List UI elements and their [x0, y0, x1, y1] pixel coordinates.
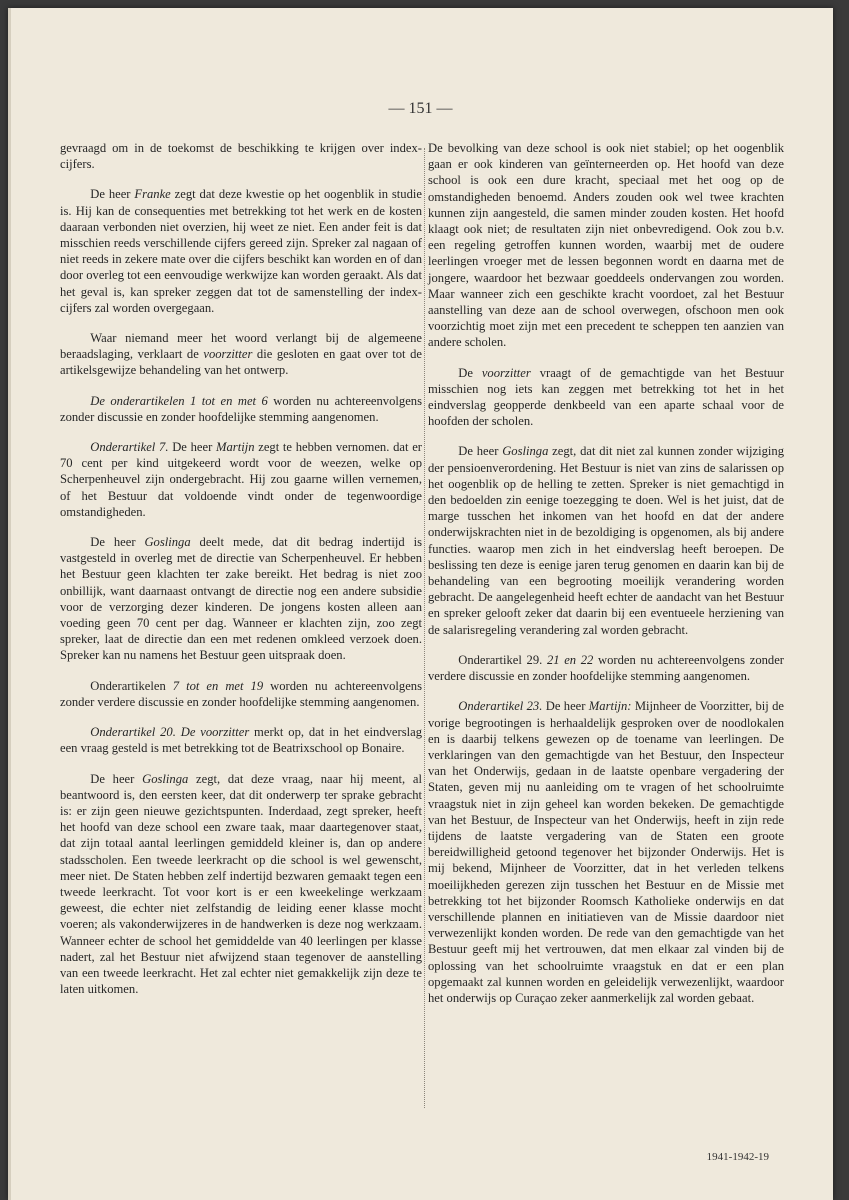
- paragraph: Onderartikel 23. De heer Martijn: Mijnheer de Voorzitter, bij de vorige begrootingen is herhaaldelijk gesproken over de noodlokalen en is daarbij telkens gewezen op de toename van leerlingen. De verklaringen van den gemachtigde van het Bestuur, den Inspecteur van het Onderwijs, gedaan in de laatste openbare vergadering der Staten, geven mij nu aanleiding om te vragen of het schoolruimte vraagstuk niet in zijn geheel kan worden bekeken. De gemachtigde van het Bestuur, de Inspecteur van het Onderwijs, heeft in zijn rede tijdens de laatste vergadering van de Staten een groote bereidwilligheid getoond tegenover het bijzonder Onderwijs. Het is mij bekend, Mijnheer de Voorzitter, dat in het verleden telkens moeilijkheden gerezen zijn tusschen het Bestuur en de Missie met betrekking tot het bijzonder Roomsch Katholieke onderwijs en dat verschillende plannen en initiatieven van de Missie daardoor niet verwezenlijkt konden worden. De rede van den gemachtigde van het Bestuur geeft mij het vertrouwen, dat men elkaar zal vinden bij de oplossing van het schoolruimte vraagstuk en dat er een plan opgemaakt zal kunnen worden en geleidelijk verwezenlijkt, waardoor het onderwijs op Curaçao zeker aanmerkelijk zal worden gebaat.: [428, 699, 784, 1005]
- speaker-name: Goslinga: [142, 771, 189, 786]
- paragraph: Onderartikelen 7 tot en met 19 worden nu achtereenvolgens zonder verdere discussie en zonder hoofdelijke stemming aangenomen.: [60, 678, 422, 709]
- column-divider: [424, 148, 425, 1108]
- paragraph: gevraagd om in de toekomst de beschikking te krijgen over index-cijfers.: [60, 141, 422, 172]
- paragraph: Onderartikel 20. De voorzitter merkt op, dat in het eindverslag een vraag gesteld is met betrekking tot de Beatrixschool op Bonaire.: [60, 725, 422, 756]
- scan-edge: [8, 8, 11, 1200]
- speaker-name: Goslinga: [502, 444, 549, 459]
- document-page: [8, 8, 833, 1200]
- paragraph: Waar niemand meer het woord verlangt bij de algemeene beraadslaging, verklaart de voorzitter die gesloten en gaat over tot de artikelsgewijze behandeling van het ontwerp.: [60, 331, 422, 378]
- paragraph: De heer Franke zegt dat deze kwestie op het oogenblik in studie is. Hij kan de consequenties met betrekking tot het werk en de kosten daaraan verbonden niet overzien, hij weet ze niet. Een ander feit is dat misschien reeds verschillende cijfers gereed zijn. Spreker zal nagaan of niet reeds in zekere mate over die cijfers beschikt kan worden en of dan door overleg tot een eenvoudige werkwijze kan worden geraakt. Als dat het geval is, kan spreker zeggen dat tot de samenstelling der index-cijfers zal worden overgegaan.: [60, 187, 422, 315]
- paragraph: Onderartikel 29. 21 en 22 worden nu achtereenvolgens zonder verdere discussie en zonder hoofdelijke stemming aangenomen.: [428, 652, 784, 684]
- footer-reference: 1941-1942-19: [706, 1151, 769, 1163]
- speaker-name: Martijn: [216, 440, 255, 455]
- paragraph: De onderartikelen 1 tot en met 6 worden nu achtereenvolgens zonder discussie en zonder hoofdelijke stemming aangenomen.: [60, 393, 422, 424]
- paragraph: De heer Goslinga zegt, dat dit niet zal kunnen zonder wijziging der pensioenverordening. Het Bestuur is niet van zins de salarissen op het oogenblik op de helling te zetten. Spreker is niet gemachtigd in den bedoelden zin eenige toezegging te doen. Wel is het juist, dat de marge tusschen het inkomen van het hoofd en dat der andere onderwijskrachten niet in de bezoldiging is opgenomen, als bij andere functies. waarop men zich in het eindverslag heeft beroepen. De beslissing ten deze is eenige jaren terug genomen en daarin kan bij de behandeling van een begrooting moeilijk verandering worden gebracht. De aangelegenheid heeft echter de aandacht van het Bestuur en spreker gelooft zeker dat daarin bij een eventueele herziening van de salarisregeling verandering zal worden gebracht.: [428, 444, 785, 637]
- left-column: [60, 140, 422, 1011]
- paragraph: De bevolking van deze school is ook niet stabiel; op het oogenblik gaan er ook kinderen van geïnterneerden op. Het hoofd van deze school is ook een dure kracht, speciaal met het oog op de omstandigheden benoemd. Anders zouden ook wel twee krachten kunnen zijn aangesteld, die samen minder zouden kosten. Het hoofd klaagt ook niet; de resultaten zijn niet onbevredigend. Ook zou b.v. een regeling getroffen kunnen worden, waarbij met de oudere leerlingen vroeger met de lessen begonnen wordt en daarna met de jongere, waardoor het bezwaar goeddeels ondervangen zou worden. Maar wanneer zich een geschikte kracht voordoet, zal het Bestuur aanstelling van deze aan de school overwegen, ofschoon men ook voorzichtig moet zijn met een precedent te scheppen ten aanzien van andere scholen.: [428, 141, 784, 350]
- speaker-name: Goslinga: [144, 535, 191, 550]
- paragraph: De heer Goslinga zegt, dat deze vraag, naar hij meent, al beantwoord is, den eersten keer, dat dit onderwerp ter sprake gebracht is: er zijn geen nieuwe gezichtspunten. Inderdaad, zegt spreker, heeft het hoofd van deze school een zware taak, maar daartegenover staat, dat zijn totaal aantal leerlingen gemiddeld kleiner is, dan op andere stadsscholen. Een tweede leerkracht op die school is wel gewenscht, meer niet. De Staten hebben zelf indertijd bezwaren gemaakt tegen een tweede leerkracht. Tot voor kort is er een kweekelinge werkzaam geweest, die echter niet zelfstandig de leiding eener klasse mocht voeren; als vakonderwijzeres in de handwerken is deze nog werkzaam. Wanneer echter de school het gemiddelde van 40 leerlingen per klasse nadert, zal het Bestuur niet afwijzend staan tegenover de aanstelling van een tweede leerkracht. Het zal echter niet gemakkelijk zijn deze te laten uitkomen.: [60, 771, 422, 997]
- speaker-name: Franke: [134, 187, 171, 202]
- speaker-name: Martijn:: [588, 699, 632, 714]
- paragraph: Onderartikel 7. De heer Martijn zegt te hebben vernomen. dat er 70 cent per kind uitgekeerd wordt voor de weezen, welke op Scherpenheuvel zijn ondergebracht. Hij zou gaarne willen vernemen, of het Bestuur dat voldoende vindt onder de tegenwoordige omstandigheden.: [60, 440, 422, 519]
- paragraph: De heer Goslinga deelt mede, dat dit bedrag indertijd is vastgesteld in overleg met de directie van Scherpenheuvel. Er hebben het Bestuur geen klachten ter zake bereikt. Het bedrag is niet zoo onbillijk, want daarnaast ontvangt de directie nog een andere subsidie voor de verzorging dezer kinderen. De jongens kosten alleen aan voeding geen 70 cent per dag. Wanneer er klachten zijn, zoo zegt spreker, laat de directie dan een met redenen omkleed verzoek doen. Spreker kan nu namens het Bestuur geen uitspraak doen.: [60, 535, 422, 663]
- paragraph: De voorzitter vraagt of de gemachtigde van het Bestuur misschien nog iets kan zeggen met betrekking tot het in het eindverslag geopperde denkbeeld van een aparte schaal voor de hoofden der scholen.: [428, 365, 785, 429]
- right-column: [428, 140, 784, 1020]
- page-number: — 151 —: [388, 100, 453, 117]
